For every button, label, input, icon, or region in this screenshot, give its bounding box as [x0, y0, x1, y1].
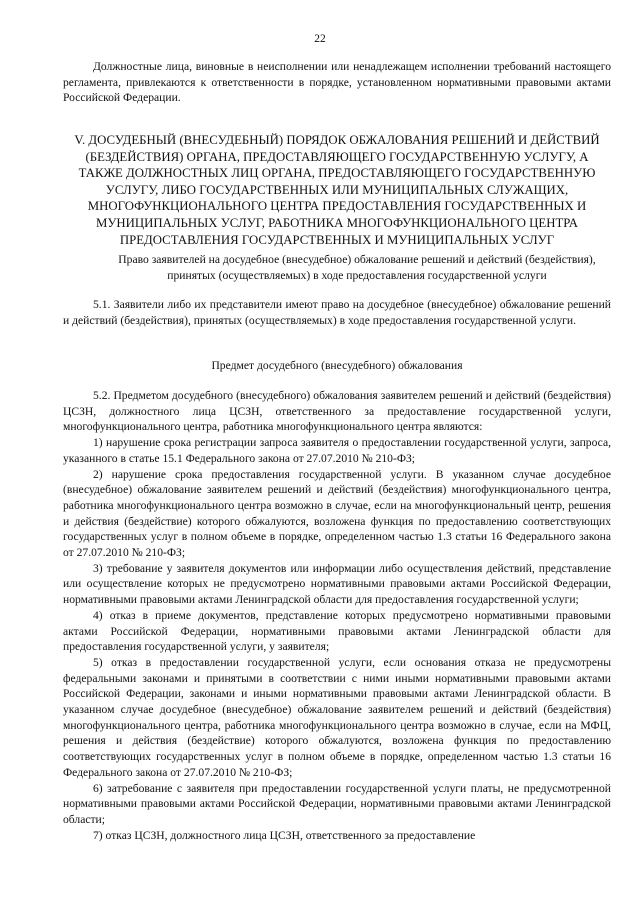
- subheading-block-1: [63, 252, 611, 283]
- main-list-block: [63, 388, 611, 843]
- list-item: 6) затребование с заявителя при предоставлении государственной услуги платы, не предусмотренной нормативными правовыми актами Российской Федерации, нормативными правовыми актами Ленинградской области;: [63, 781, 611, 826]
- intro-paragraph: Должностные лица, виновные в неисполнении или ненадлежащем исполнении требований настоящего регламента, привлекаются к ответственности в порядке, установленном нормативными правовыми актами Российской Федерации.: [63, 60, 611, 105]
- list-item: 1) нарушение срока регистрации запроса заявителя о предоставлении государственной услуги, запроса, указанного в статье 15.1 Федерального закона от 27.07.2010 № 210-ФЗ;: [63, 436, 611, 465]
- paragraph-5-2: 5.2. Предметом досудебного (внесудебного) обжалования заявителем решений и действий (бездействия) ЦСЗН, должностного лица ЦСЗН, ответственного за предоставление государственной услуги, многофункционального центра, работника многофункционального центра являются:: [63, 389, 611, 434]
- list-item: 5) отказ в предоставлении государственной услуги, если основания отказа не предусмотрены федеральными законами и принятыми в соответствии с ними иными нормативными правовыми актами Российской Федерации, законами и иными нормативными правовыми актами Ленинградской области. В указанном случае досудебное (внесудебное) обжалование заявителем решений и действий (бездействия) многофункционального центра, работника многофункционального центра возможно в случае, если на МФЦ, решения и действия (бездействие) которого обжалуются, возложена функция по предоставлению соответствующих государственных услуг в полном объеме в порядке, определенном частью 1.3 статьи 16 Федерального закона от 27.07.2010 № 210-ФЗ;: [63, 655, 611, 779]
- intro-block: [63, 59, 611, 106]
- section-title: V. ДОСУДЕБНЫЙ (ВНЕСУДЕБНЫЙ) ПОРЯДОК ОБЖАЛОВАНИЯ РЕШЕНИЙ И ДЕЙСТВИЙ (БЕЗДЕЙСТВИЯ) ОРГАНА, ПРЕДОСТАВЛЯЮЩЕГО ГОСУДАРСТВЕННУЮ УСЛУГУ, А ТАКЖЕ ДОЛЖНОСТНЫХ ЛИЦ ОРГАНА, ПРЕДОСТАВЛЯЮЩЕГО ГОСУДАРСТВЕННУЮ УСЛУГУ, ЛИБО ГОСУДАРСТВЕННЫХ ИЛИ МУНИЦИПАЛЬНЫХ СЛУЖАЩИХ, МНОГОФУНКЦИОНАЛЬНОГО ЦЕНТРА ПРЕДОСТАВЛЕНИЯ ГОСУДАРСТВЕННЫХ И МУНИЦИПАЛЬНЫХ УСЛУГ, РАБОТНИКА МНОГОФУНКЦИОНАЛЬНОГО ЦЕНТРА ПРЕДОСТАВЛЕНИЯ ГОСУДАРСТВЕННЫХ И МУНИЦИПАЛЬНЫХ УСЛУГ: [74, 133, 600, 247]
- paragraph-5-1: 5.1. Заявители либо их представители имеют право на досудебное (внесудебное) обжалование решений и действий (бездействия), принятых (осуществляемых) в ходе предоставления государственной услуги.: [63, 298, 611, 327]
- subheading-rights: Право заявителей на досудебное (внесудебное) обжалование решений и действий (бездействия), принятых (осуществляемых) в ходе предоставления государственной услуги: [118, 253, 596, 282]
- list-item: 2) нарушение срока предоставления государственной услуги. В указанном случае досудебное (внесудебное) обжалование заявителем решений и действий (бездействия) многофункционального центра, работника многофункционального центра возможно в случае, если на многофункциональный центр, решения и действия (бездействие) которого обжалуются, возложена функция по предоставлению соответствующих государственных услуг в полном объеме в порядке, определенном частью 1.3 статьи 16 Федерального закона от 27.07.2010 № 210-ФЗ;: [63, 467, 611, 560]
- list-item: 4) отказ в приеме документов, представление которых предусмотрено нормативными правовыми актами Российской Федерации, нормативными правовыми актами Ленинградской области для предоставления государственной услуги, у заявителя;: [63, 608, 611, 654]
- subheading-subject: Предмет досудебного (внесудебного) обжалования: [211, 359, 463, 372]
- list-item: 3) требование у заявителя документов или информации либо осуществления действий, представление или осуществление которых не предусмотрено нормативными правовыми актами Российской Федерации, нормативными правовыми актами Ленинградской области для предоставления государственной услуги;: [63, 561, 611, 607]
- page-number: 22: [314, 33, 326, 45]
- list-item: 7) отказ ЦСЗН, должностного лица ЦСЗН, ответственного за предоставление: [93, 828, 476, 842]
- subheading-block-2: [63, 358, 611, 374]
- paragraph-5-1-block: [63, 297, 611, 328]
